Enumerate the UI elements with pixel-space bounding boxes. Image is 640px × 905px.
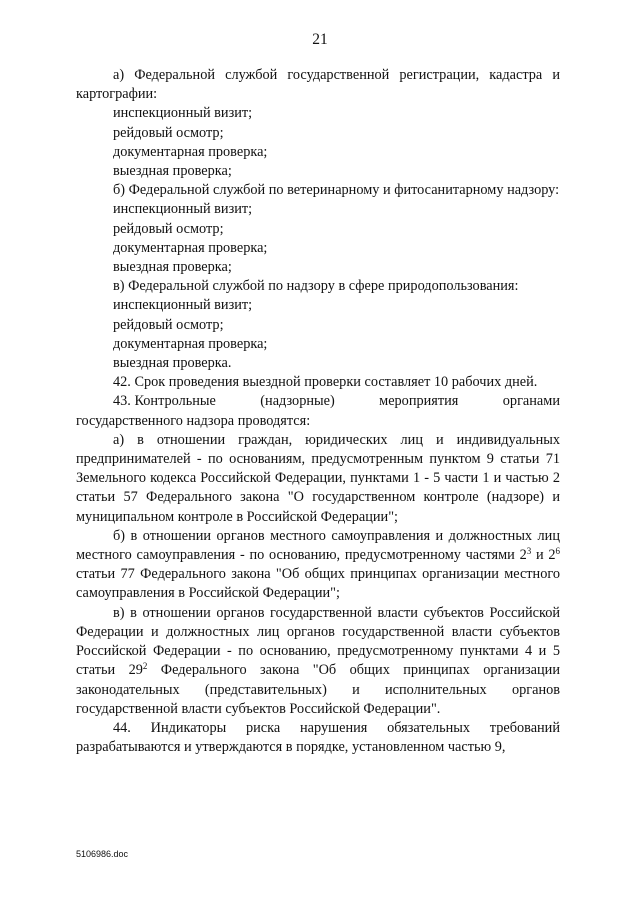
list-item: инспекционный визит;	[113, 201, 253, 218]
word: органами	[502, 393, 560, 410]
superscript: 3	[526, 546, 532, 557]
superscript: 6	[555, 546, 560, 557]
item-b-heading: б) Федеральной службой по ветеринарному и фитосанитарному надзору:	[113, 182, 560, 199]
list-item: рейдовый осмотр;	[113, 124, 224, 141]
word: мероприятия	[379, 393, 459, 410]
list-item: выездная проверка;	[113, 163, 232, 180]
list-item: инспекционный визит;	[113, 297, 253, 314]
item-a-heading: а) Федеральной службой государственной регистрации, кадастра и картографии:	[76, 67, 560, 103]
superscript: 2	[142, 661, 148, 672]
text-part: Федерального закона "Об общих принципах организации законодательных (представительных) и исполнительных органов государственной власти субъектов Российской Федерации".	[76, 662, 560, 717]
word: 43. Контрольные	[113, 393, 216, 410]
list-item: рейдовый осмотр;	[113, 316, 224, 333]
item-c-heading: в) Федеральной службой по надзору в сфере природопользования:	[113, 278, 519, 295]
text-part: и 2	[531, 547, 556, 564]
paragraph-43-c	[76, 604, 560, 719]
list-item: выездная проверка.	[113, 355, 232, 372]
paragraph-42: 42. Срок проведения выездной проверки составляет 10 рабочих дней.	[113, 374, 538, 391]
paragraph-43-a: а) в отношении граждан, юридических лиц и индивидуальных предпринимателей - по основаниям, предусмотренным пунктом 9 статьи 71 Земельного кодекса Российской Федерации, пунктами 1 - 5 части 1 и частью 2 статьи 57 Федерального закона "О государственном контроле (надзоре) и муниципальном контроле в Российской Федерации";	[76, 431, 560, 525]
document-body	[76, 66, 560, 757]
text-part: в) в отношении органов государственной власти субъектов Российской Федерации и должностных лиц органов государственной власти субъектов Российской Федерации - по основанию, предусмотренному пунктами 4 и 5 статьи 29	[76, 604, 560, 679]
list-item: выездная проверка;	[113, 259, 232, 276]
list-item: документарная проверка;	[113, 143, 268, 160]
word: (надзорные)	[260, 393, 335, 410]
text-part: б) в отношении органов местного самоуправления и должностных лиц местного самоуправления - по основанию, предусмотренному частями 2	[76, 527, 560, 564]
paragraph-44: 44. Индикаторы риска нарушения обязательных требований разрабатываются и утверждаются в порядке, установленном частью 9,	[76, 719, 560, 756]
footer-filename: 5106986.doc	[76, 849, 129, 859]
page-number: 21	[312, 31, 328, 48]
text-part: статьи 77 Федерального закона "Об общих принципах организации местного самоуправления в Российской Федерации";	[76, 566, 560, 602]
paragraph-43-continuation: государственного надзора проводятся:	[76, 412, 311, 429]
list-item: инспекционный визит;	[113, 105, 253, 122]
list-item: документарная проверка;	[113, 335, 268, 352]
list-item: рейдовый осмотр;	[113, 220, 224, 237]
paragraph-43-first-line	[76, 392, 560, 411]
list-item: документарная проверка;	[113, 239, 268, 256]
paragraph-43-b	[76, 527, 560, 604]
